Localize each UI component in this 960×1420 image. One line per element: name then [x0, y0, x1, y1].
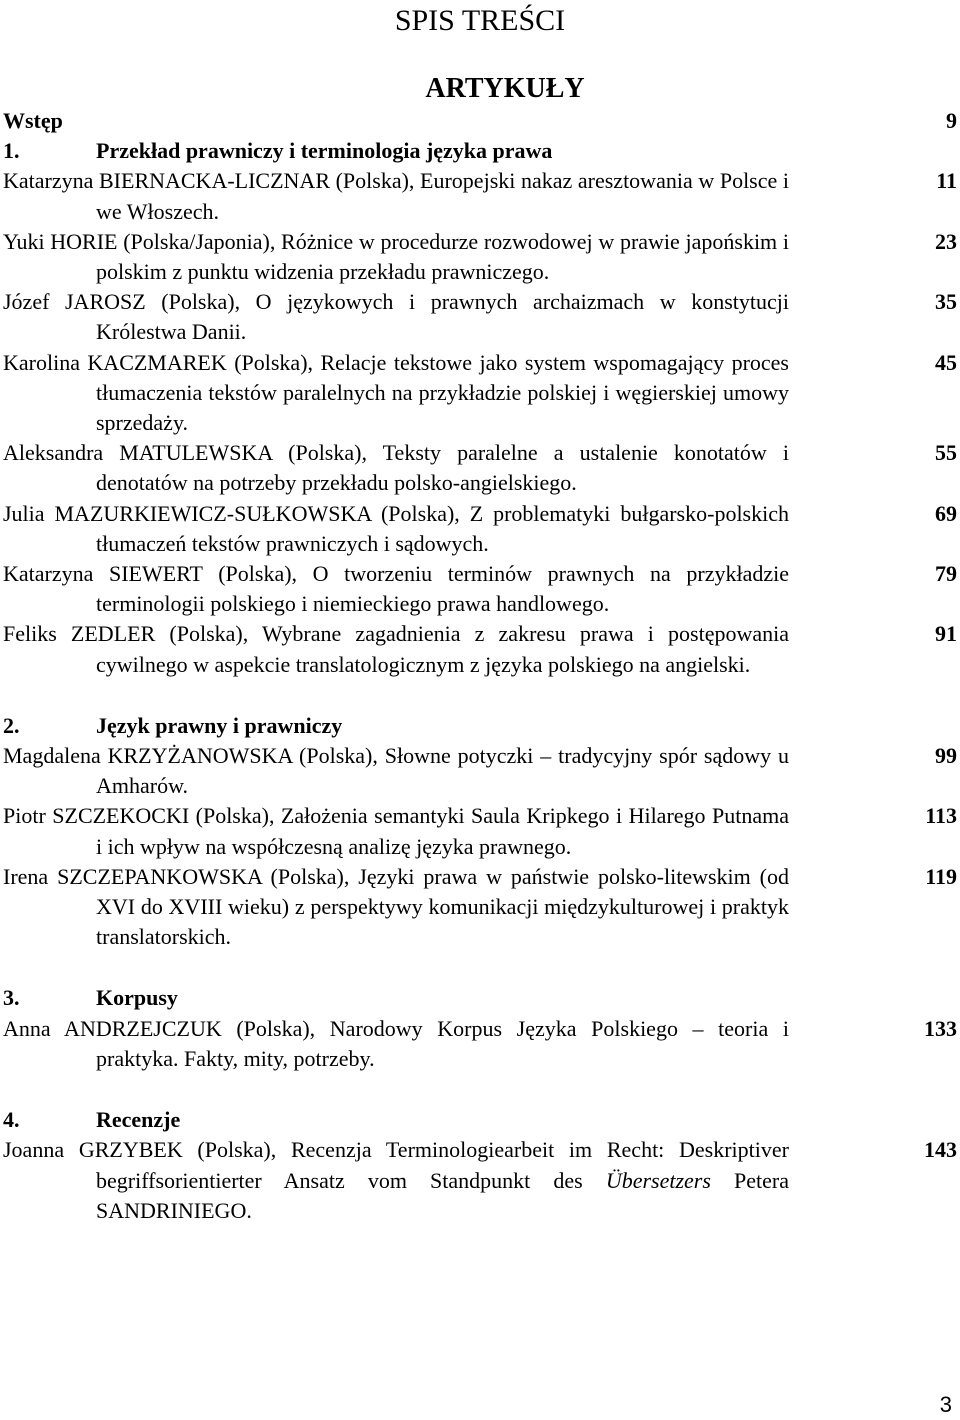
- section-heading: [3, 983, 960, 1013]
- section-heading: [3, 711, 960, 741]
- toc-entry-text: Katarzyna BIERNACKA-LICZNAR (Polska), Europejski nakaz aresztowania w Polsce i we Włoszech.: [3, 168, 789, 224]
- toc-entry[interactable]: [3, 619, 960, 679]
- toc-entry-page: 35: [935, 289, 957, 315]
- toc-entry-page: 119: [925, 863, 957, 889]
- toc-entry[interactable]: [3, 559, 960, 619]
- toc-entry[interactable]: [3, 348, 960, 439]
- section-spacer: [3, 1074, 960, 1105]
- table-of-contents: [3, 106, 960, 1226]
- toc-entry-page: 11: [936, 168, 957, 194]
- toc-intro-row[interactable]: [3, 106, 960, 136]
- toc-entry[interactable]: [3, 1135, 960, 1226]
- toc-entry-page: 79: [935, 561, 957, 587]
- section-heading-text: Korpusy: [96, 985, 178, 1011]
- toc-entry[interactable]: [3, 801, 960, 861]
- section-spacer: [3, 680, 960, 711]
- toc-entry[interactable]: [3, 166, 960, 226]
- toc-entry-text: Magdalena KRZYŻANOWSKA (Polska), Słowne potyczki – tradycyjny spór sądowy u Amharów.: [3, 743, 789, 799]
- toc-intro-page: 9: [946, 108, 957, 133]
- toc-entry-text: Anna ANDRZEJCZUK (Polska), Narodowy Korpus Języka Polskiego – teoria i praktyka. Fakty, mity, potrzeby.: [3, 1015, 789, 1071]
- section-number: 4.: [3, 1107, 20, 1133]
- section-heading-text: Przekład prawniczy i terminologia języka prawa: [96, 138, 553, 164]
- section-subtitle: ARTYKUŁY: [425, 73, 585, 104]
- toc-entry-text: Julia MAZURKIEWICZ-SUŁKOWSKA (Polska), Z problematyki bułgarsko-polskich tłumaczeń tekstów prawniczych i sądowych.: [3, 500, 789, 556]
- toc-entry-page: 113: [925, 803, 957, 829]
- toc-entry[interactable]: [3, 499, 960, 559]
- page-title: SPIS TREŚCI: [394, 4, 566, 37]
- section-number: 2.: [3, 712, 20, 738]
- toc-entry[interactable]: [3, 227, 960, 287]
- section-number: 3.: [3, 985, 20, 1011]
- toc-entry-text: Joanna GRZYBEK (Polska), Recenzja Terminologiearbeit im Recht: Deskriptiver begriffsorientierter Ansatz vom Standpunkt des Übersetzers Petera SANDRINIEGO.: [3, 1137, 790, 1223]
- toc-intro-label: Wstęp: [3, 108, 63, 133]
- toc-entry-page: 99: [935, 743, 957, 769]
- toc-entry-page: 91: [935, 621, 957, 647]
- page-number: 3: [939, 1392, 952, 1417]
- toc-entry-text: Piotr SZCZEKOCKI (Polska), Założenia semantyki Saula Kripkego i Hilarego Putnama i ich wpływ na współczesną analizę języka prawnego.: [3, 803, 789, 859]
- section-number: 1.: [3, 138, 20, 164]
- toc-entry-text: Józef JAROSZ (Polska), O językowych i prawnych archaizmach w konstytucji Królestwa Danii.: [3, 289, 789, 345]
- toc-entry-page: 143: [924, 1137, 957, 1163]
- toc-entry-page: 23: [935, 228, 957, 254]
- section-spacer: [3, 952, 960, 983]
- section-heading: [3, 1105, 960, 1135]
- toc-entry-page: 69: [935, 500, 957, 526]
- toc-entry[interactable]: [3, 438, 960, 498]
- toc-entry-text: Karolina KACZMAREK (Polska), Relacje tekstowe jako system wspomagający proces tłumaczenia tekstów paralelnych na przykładzie polskiej i węgierskiej umowy sprzedaży.: [3, 349, 789, 436]
- toc-entry[interactable]: [3, 741, 960, 801]
- toc-entry-text: Feliks ZEDLER (Polska), Wybrane zagadnienia z zakresu prawa i postępowania cywilnego w aspekcie translatologicznym z języka polskiego na angielski.: [3, 621, 789, 677]
- toc-entry[interactable]: [3, 862, 960, 953]
- section-heading-text: Recenzje: [96, 1107, 181, 1133]
- toc-entry[interactable]: [3, 1014, 960, 1074]
- toc-entry-text: Katarzyna SIEWERT (Polska), O tworzeniu terminów prawnych na przykładzie terminologii polskiego i niemieckiego prawa handlowego.: [3, 561, 789, 617]
- toc-entry-page: 45: [935, 349, 957, 375]
- toc-entry-page: 55: [935, 440, 957, 466]
- section-heading-text: Język prawny i prawniczy: [96, 712, 343, 738]
- section-heading: [3, 136, 960, 166]
- toc-entry-text: Yuki HORIE (Polska/Japonia), Różnice w procedurze rozwodowej w prawie japońskim i polskim z punktu widzenia przekładu prawniczego.: [3, 228, 789, 285]
- toc-entry-page: 133: [924, 1015, 957, 1041]
- toc-entry[interactable]: [3, 287, 960, 347]
- toc-entry-text: Irena SZCZEPANKOWSKA (Polska), Języki prawa w państwie polsko-litewskim (od XVI do XVIII wieku) z perspektywy komunikacji międzykulturowej i praktyk translatorskich.: [3, 863, 789, 950]
- toc-entry-text: Aleksandra MATULEWSKA (Polska), Teksty paralelne a ustalenie konotatów i denotatów na potrzeby przekładu polsko-angielskiego.: [3, 440, 789, 496]
